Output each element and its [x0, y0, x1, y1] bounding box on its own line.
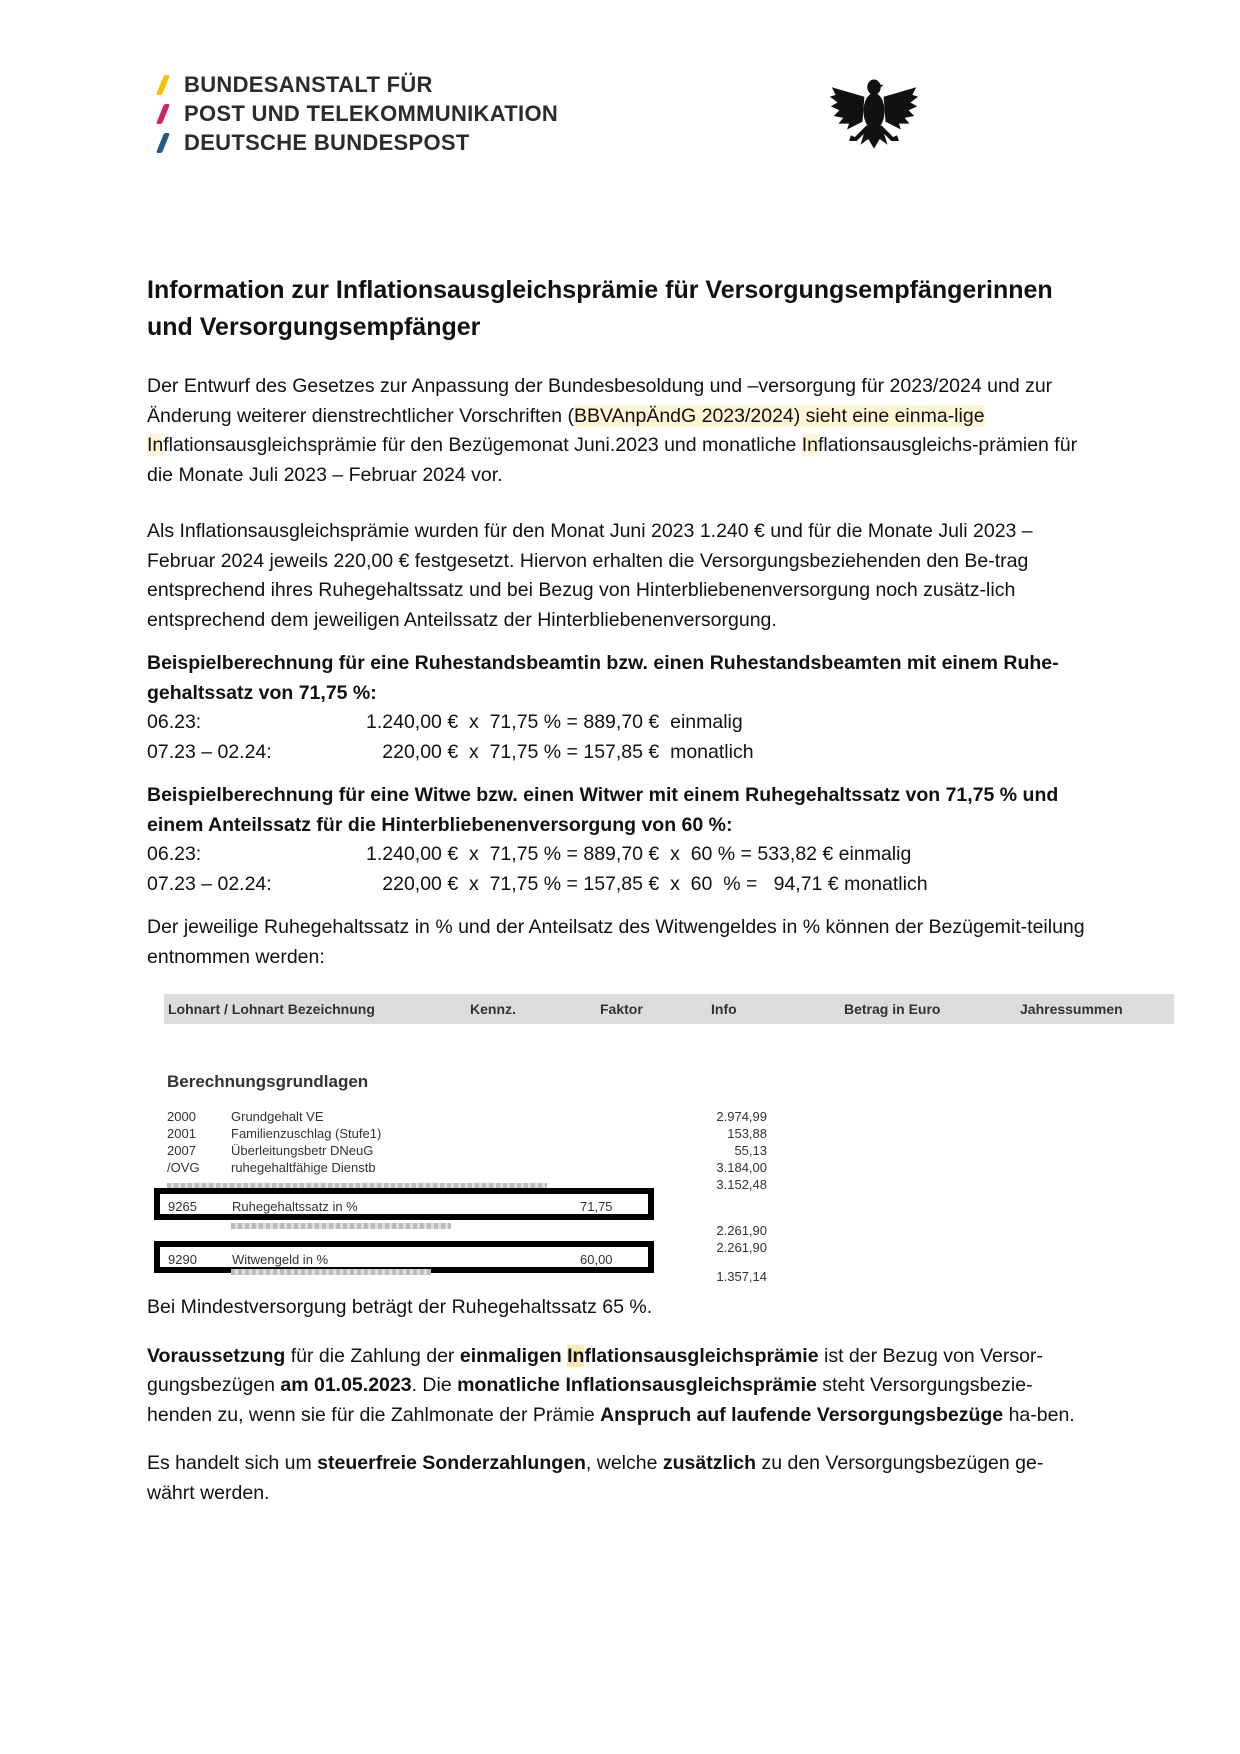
- col-betrag: Betrag in Euro: [844, 1001, 941, 1017]
- logo-stripe-magenta: [156, 104, 170, 124]
- section-title: Berechnungsgrundlagen: [167, 1072, 369, 1091]
- calc-row: 06.23: 1.240,00 € x 71,75 % = 889,70 € x 60 % = 533,82 € einmalig: [147, 843, 912, 865]
- calc-row: 06.23: 1.240,00 € x 71,75 % = 889,70 € einmalig: [147, 711, 743, 733]
- logo-line-1: BUNDESANSTALT FÜR: [152, 70, 558, 99]
- minimum-pension-paragraph: Bei Mindestversorgung beträgt der Ruhegehaltssatz 65 %.: [147, 1296, 653, 1318]
- col-lohnart: Lohnart / Lohnart Bezeichnung: [168, 1001, 375, 1017]
- calc-row: 07.23 – 02.24: 220,00 € x 71,75 % = 157,85 € monatlich: [147, 740, 754, 763]
- calc-row: 07.23 – 02.24: 220,00 € x 71,75 % = 157,85 € x 60 % = 94,71 € monatlich: [147, 872, 928, 895]
- example-retiree-heading: Beispielberechnung für eine Ruhestandsbeamtin bzw. einen Ruhestandsbeamten mit einem Ruhe-gehaltssatz von 71,75 %:: [147, 652, 1059, 704]
- logo-stripe-yellow: [156, 75, 170, 95]
- obscured-row: [231, 1223, 451, 1229]
- reference-paragraph: Der jeweilige Ruhegehaltssatz in % und der Anteilsatz des Witwengeldes in % können der Bezügemit-teilung entnommen werden:: [147, 916, 1085, 968]
- tax-free-paragraph: Es handelt sich um steuerfreie Sonderzahlungen, welche zusätzlich zu den Versorgungsbezügen ge-währt werden.: [147, 1452, 1044, 1504]
- table-row: /OVG ruhegehaltfähige Dienstb 3.184,00: [167, 1160, 767, 1175]
- highlight-box-witwengeld: 9290 Witwengeld in % 60,00: [154, 1241, 654, 1273]
- highlight-box-ruhegehaltssatz: 9265 Ruhegehaltssatz in % 71,75: [154, 1188, 654, 1220]
- example-widow: [147, 781, 1087, 899]
- table-row: 2007 Überleitungsbetr DNeuG 55,13: [167, 1143, 767, 1158]
- col-info: Info: [711, 1001, 737, 1017]
- amount-paragraph: Als Inflationsausgleichsprämie wurden für den Monat Juni 2023 1.240 € und für die Monate Juli 2023 – Februar 2024 jeweils 220,00 € festgesetzt. Hiervon erhalten die Versorgungsbeziehenden den Be-trag entsprechend ihres Ruhegehaltssatz und bei Bezug von Hinterbliebenenversorgung noch zusätz-lich entsprechend dem jeweiligen Anteilssatz der Hinterbliebenenversorgung.: [147, 520, 1033, 631]
- federal-eagle-icon: [826, 68, 922, 164]
- requirement-paragraph: Voraussetzung für die Zahlung der einmaligen Inflationsausgleichsprämie ist der Bezug von Versor-gungsbezügen am 01.05.2023. Die monatliche Inflationsausgleichsprämie steht Versorgungsbezie-henden zu, wenn sie für die Zahlmonate der Prämie Anspruch auf laufende Versorgungsbezüge ha-ben.: [147, 1344, 1075, 1426]
- table-row: 2000 Grundgehalt VE 2.974,99: [167, 1109, 767, 1124]
- table-row: 3.152,48: [147, 1177, 907, 1194]
- table-row: 2.261,90: [147, 1223, 907, 1240]
- col-faktor: Faktor: [600, 1001, 643, 1017]
- statement-header-row: [164, 994, 1174, 1024]
- intro-paragraph: Der Entwurf des Gesetzes zur Anpassung der Bundesbesoldung und –versorgung für 2023/2024 und zur Änderung weiterer dienstrechtlicher Vorschriften (BBVAnpÄndG 2023/2024) sieht eine einma-lige Inflationsausgleichsprämie für den Bezügemonat Juni.2023 und monatliche Inflationsausgleichs-prämien für die Monate Juli 2023 – Februar 2024 vor.: [147, 375, 1078, 486]
- table-row: 1.357,14: [147, 1269, 907, 1286]
- col-jahressummen: Jahressummen: [1020, 1001, 1123, 1017]
- logo-stripe-blue: [156, 133, 170, 153]
- obscured-row: [231, 1269, 431, 1275]
- example-widow-heading: Beispielberechnung für eine Witwe bzw. einen Witwer mit einem Ruhegehaltssatz von 71,75 % und einem Anteilssatz für die Hinterbliebenenversorgung von 60 %:: [147, 784, 1059, 836]
- document-body: [147, 272, 1123, 1508]
- col-kennz: Kennz.: [470, 1001, 516, 1017]
- bundesanstalt-logo: [152, 70, 558, 157]
- document-title: Information zur Inflationsausgleichsprämie für Versorgungsempfängerinnen und Versorgungsempfänger: [147, 276, 1053, 341]
- statement-excerpt: [147, 994, 1123, 1284]
- example-retiree: [147, 649, 1087, 767]
- table-row: 2001 Familienzuschlag (Stufe1) 153,88: [167, 1126, 767, 1141]
- table-row: 2.261,90: [716, 1240, 767, 1255]
- logo-line-3: DEUTSCHE BUNDESPOST: [152, 128, 558, 157]
- logo-line-2: POST UND TELEKOMMUNIKATION: [152, 99, 558, 128]
